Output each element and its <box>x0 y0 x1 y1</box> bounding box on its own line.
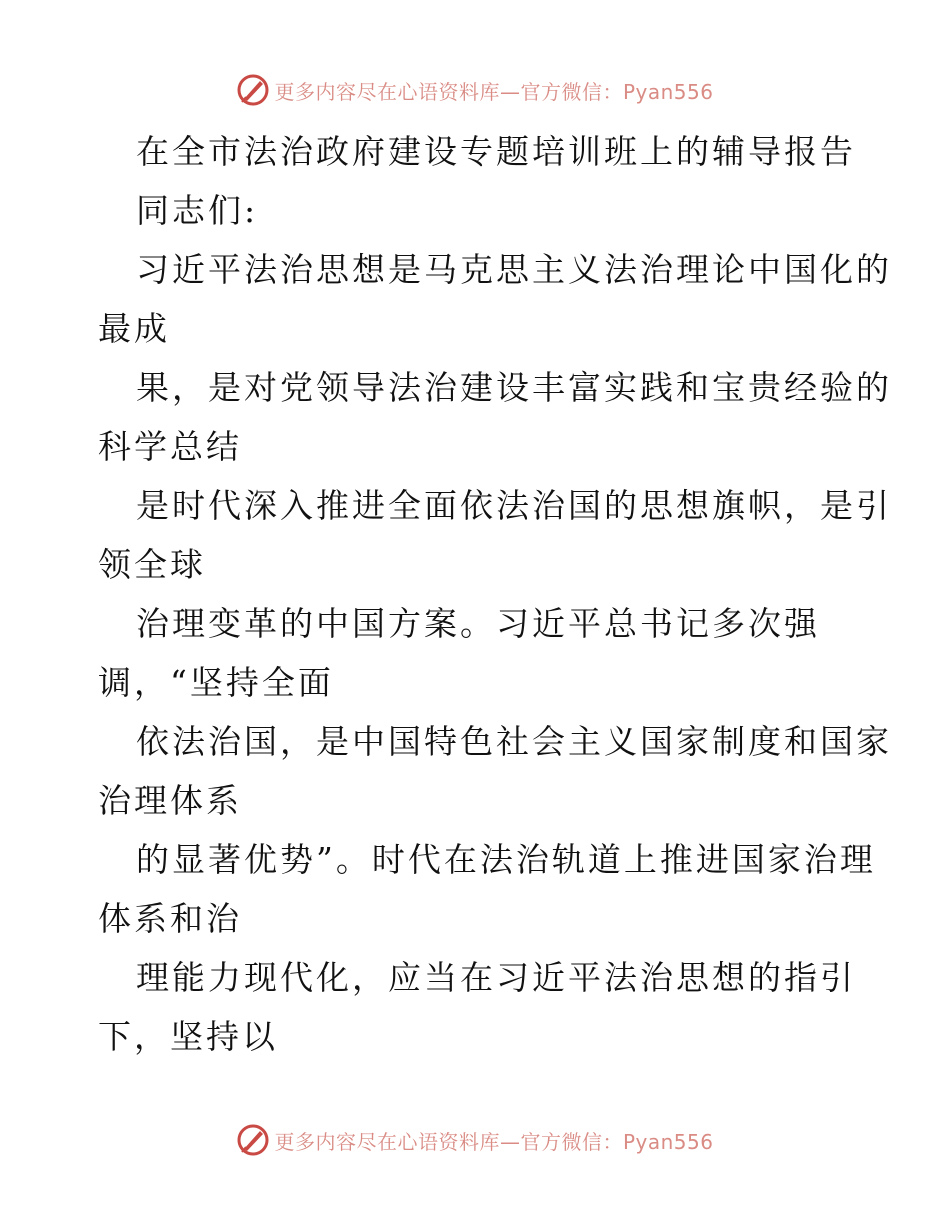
quill-logo-icon <box>236 73 270 107</box>
paragraph-line: 调，“坚持全面 <box>98 663 334 702</box>
watermark-text: 更多内容尽在心语资料库—官方微信：Pyan556 <box>274 1129 714 1154</box>
paragraph-line: 的显著优势”。时代在法治轨道上推进国家治理 <box>136 840 876 879</box>
paragraph-line: 习近平法治思想是马克思主义法治理论中国化的 <box>136 250 892 289</box>
watermark-text: 更多内容尽在心语资料库—官方微信：Pyan556 <box>274 79 714 104</box>
paragraph-line: 领全球 <box>98 545 206 584</box>
paragraph-line: 体系和治 <box>98 899 242 938</box>
paragraph-line: 依法治国，是中国特色社会主义国家制度和国家 <box>136 722 892 761</box>
document-body <box>98 122 892 1066</box>
paragraph-line: 理能力现代化，应当在习近平法治思想的指引 <box>136 958 856 997</box>
paragraph-line: 治理体系 <box>98 781 242 820</box>
paragraph-line: 最成 <box>98 309 170 348</box>
header-watermark <box>0 70 950 110</box>
paragraph-line: 下，坚持以 <box>98 1017 278 1056</box>
paragraph-line: 治理变革的中国方案。习近平总书记多次强 <box>136 604 820 643</box>
salutation: 同志们: <box>136 191 259 230</box>
paragraph-line: 果，是对党领导法治建设丰富实践和宝贵经验的 <box>136 368 892 407</box>
footer-watermark <box>0 1120 950 1160</box>
paragraph-line: 科学总结 <box>98 427 242 466</box>
paragraph-line: 是时代深入推进全面依法治国的思想旗帜，是引 <box>136 486 892 525</box>
document-title: 在全市法治政府建设专题培训班上的辅导报告 <box>136 132 856 171</box>
quill-logo-icon <box>236 1123 270 1157</box>
